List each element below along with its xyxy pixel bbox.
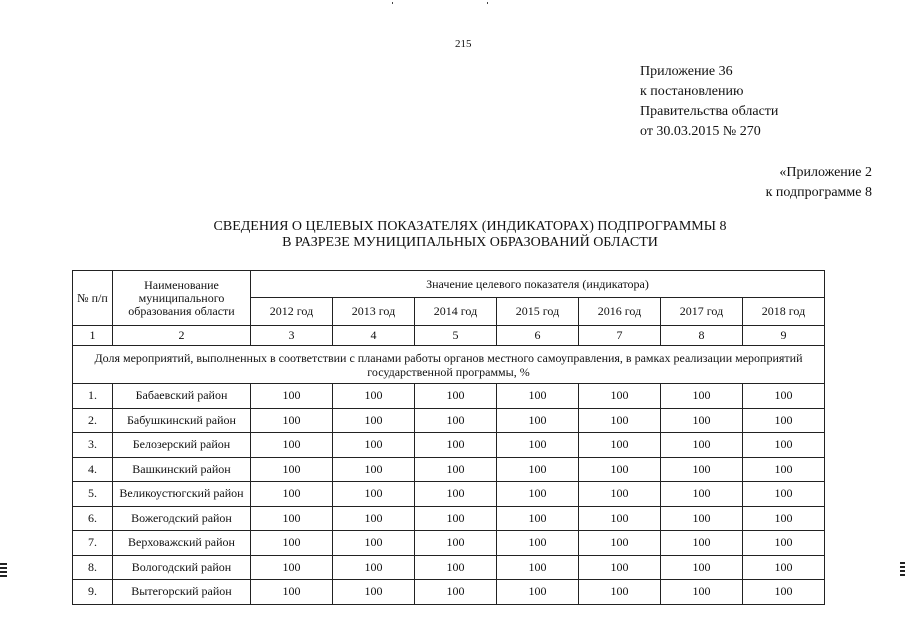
- indicator-value: 100: [497, 531, 579, 556]
- column-number: 6: [497, 326, 579, 346]
- indicator-value: 100: [579, 580, 661, 605]
- indicator-value: 100: [743, 580, 825, 605]
- indicator-value: 100: [579, 506, 661, 531]
- indicator-value: 100: [415, 555, 497, 580]
- municipality-name: Вытегорский район: [113, 580, 251, 605]
- header-municipality: Наименование муниципального образования области: [113, 271, 251, 326]
- indicator-value: 100: [579, 555, 661, 580]
- indicator-value: 100: [251, 408, 333, 433]
- table-row: [73, 482, 825, 507]
- indicator-value: 100: [579, 482, 661, 507]
- indicator-value: 100: [497, 580, 579, 605]
- municipality-name: Вологодский район: [113, 555, 251, 580]
- indicator-value: 100: [579, 457, 661, 482]
- column-number: 4: [333, 326, 415, 346]
- scan-mark: [900, 562, 905, 576]
- table-row: [73, 457, 825, 482]
- indicator-value: 100: [579, 531, 661, 556]
- indicator-value: 100: [579, 384, 661, 409]
- row-number: 5.: [73, 482, 113, 507]
- indicator-value: 100: [579, 408, 661, 433]
- indicator-value: 100: [497, 555, 579, 580]
- indicator-value: 100: [743, 531, 825, 556]
- row-number: 8.: [73, 555, 113, 580]
- header-year: 2014 год: [415, 298, 497, 326]
- row-number: 9.: [73, 580, 113, 605]
- indicator-value: 100: [251, 482, 333, 507]
- indicator-value: 100: [661, 457, 743, 482]
- indicator-value: 100: [333, 408, 415, 433]
- title-line: В РАЗРЕЗЕ МУНИЦИПАЛЬНЫХ ОБРАЗОВАНИЙ ОБЛАСТИ: [282, 235, 658, 250]
- indicator-value: 100: [743, 506, 825, 531]
- header-year: 2016 год: [579, 298, 661, 326]
- row-number: 3.: [73, 433, 113, 458]
- indicator-table: [72, 270, 825, 605]
- row-number: 2.: [73, 408, 113, 433]
- indicator-value: 100: [251, 555, 333, 580]
- municipality-name: Великоустюгский район: [113, 482, 251, 507]
- scan-speck: [487, 2, 488, 4]
- page-number: 215: [455, 38, 472, 50]
- column-number: 8: [661, 326, 743, 346]
- indicator-value: 100: [251, 433, 333, 458]
- municipality-name: Бабушкинский район: [113, 408, 251, 433]
- table-row: [73, 580, 825, 605]
- indicator-value: 100: [661, 555, 743, 580]
- indicator-value: 100: [415, 433, 497, 458]
- sub-appendix-line: к подпрограмме 8: [765, 185, 872, 200]
- indicator-value: 100: [333, 531, 415, 556]
- indicator-value: 100: [251, 506, 333, 531]
- indicator-value: 100: [743, 482, 825, 507]
- column-number: 1: [73, 326, 113, 346]
- indicator-value: 100: [661, 433, 743, 458]
- indicator-value: 100: [743, 457, 825, 482]
- appendix-line: Приложение 36: [640, 64, 733, 79]
- table-row: [73, 408, 825, 433]
- column-number: 3: [251, 326, 333, 346]
- document-title: [150, 219, 790, 251]
- table-row: [73, 555, 825, 580]
- appendix-line: Правительства области: [640, 104, 779, 119]
- title-line: СВЕДЕНИЯ О ЦЕЛЕВЫХ ПОКАЗАТЕЛЯХ (ИНДИКАТОРАХ) ПОДПРОГРАММЫ 8: [213, 219, 727, 234]
- indicator-value: 100: [661, 384, 743, 409]
- row-number: 1.: [73, 384, 113, 409]
- indicator-value: 100: [661, 506, 743, 531]
- indicator-value: 100: [415, 408, 497, 433]
- indicator-value: 100: [251, 580, 333, 605]
- indicator-value: 100: [497, 506, 579, 531]
- indicator-value: 100: [333, 384, 415, 409]
- header-year: 2013 год: [333, 298, 415, 326]
- column-number: 9: [743, 326, 825, 346]
- indicator-value: 100: [333, 482, 415, 507]
- column-number: 7: [579, 326, 661, 346]
- sub-appendix-line: «Приложение 2: [779, 165, 872, 180]
- indicator-value: 100: [661, 580, 743, 605]
- indicator-value: 100: [251, 384, 333, 409]
- appendix-line: к постановлению: [640, 84, 744, 99]
- municipality-name: Верховажский район: [113, 531, 251, 556]
- indicator-value: 100: [415, 482, 497, 507]
- indicator-value: 100: [415, 384, 497, 409]
- indicator-value: 100: [333, 457, 415, 482]
- column-number: 2: [113, 326, 251, 346]
- header-number: № п/п: [73, 271, 113, 326]
- table-row: [73, 433, 825, 458]
- table-row: [73, 506, 825, 531]
- row-number: 7.: [73, 531, 113, 556]
- indicator-value: 100: [333, 580, 415, 605]
- indicator-value: 100: [661, 531, 743, 556]
- indicator-value: 100: [333, 555, 415, 580]
- indicator-value: 100: [497, 433, 579, 458]
- scan-mark: [0, 563, 7, 577]
- indicator-value: 100: [415, 457, 497, 482]
- sub-appendix-block: [766, 163, 872, 203]
- appendix-block: [640, 62, 778, 142]
- indicator-value: 100: [661, 408, 743, 433]
- indicator-value: 100: [415, 531, 497, 556]
- indicator-value: 100: [743, 408, 825, 433]
- indicator-value: 100: [415, 506, 497, 531]
- indicator-value: 100: [579, 433, 661, 458]
- indicator-value: 100: [743, 555, 825, 580]
- indicator-value: 100: [415, 580, 497, 605]
- appendix-line: от 30.03.2015 № 270: [640, 124, 761, 139]
- header-indicator-value: Значение целевого показателя (индикатора): [251, 271, 825, 298]
- row-number: 6.: [73, 506, 113, 531]
- header-year: 2015 год: [497, 298, 579, 326]
- municipality-name: Вожегодский район: [113, 506, 251, 531]
- indicator-value: 100: [743, 433, 825, 458]
- indicator-value: 100: [497, 482, 579, 507]
- indicator-value: 100: [251, 531, 333, 556]
- header-year: 2017 год: [661, 298, 743, 326]
- header-year: 2012 год: [251, 298, 333, 326]
- indicator-value: 100: [661, 482, 743, 507]
- table-row: [73, 531, 825, 556]
- section-title: Доля мероприятий, выполненных в соответствии с планами работы органов местного самоуправления, в рамках реализации мероприятий государственной программы, %: [73, 346, 825, 384]
- indicator-value: 100: [333, 433, 415, 458]
- table-row: [73, 384, 825, 409]
- indicator-value: 100: [251, 457, 333, 482]
- row-number: 4.: [73, 457, 113, 482]
- indicator-value: 100: [497, 457, 579, 482]
- indicator-value: 100: [497, 384, 579, 409]
- header-year: 2018 год: [743, 298, 825, 326]
- indicator-value: 100: [743, 384, 825, 409]
- municipality-name: Вашкинский район: [113, 457, 251, 482]
- indicator-value: 100: [333, 506, 415, 531]
- municipality-name: Белозерский район: [113, 433, 251, 458]
- municipality-name: Бабаевский район: [113, 384, 251, 409]
- column-number: 5: [415, 326, 497, 346]
- scan-speck: [392, 2, 393, 4]
- indicator-value: 100: [497, 408, 579, 433]
